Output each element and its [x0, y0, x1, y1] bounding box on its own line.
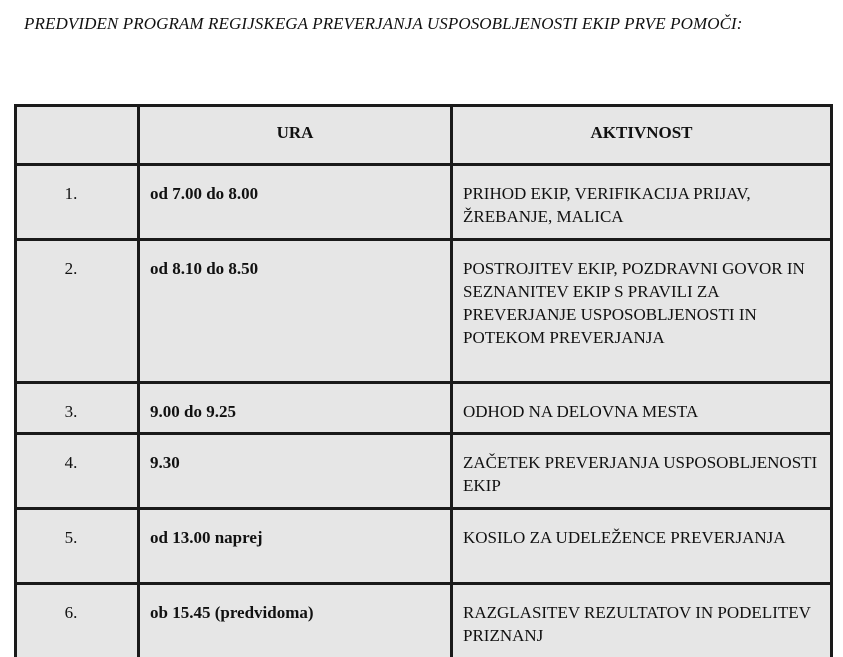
row-number: 3.	[16, 383, 139, 434]
table-row	[16, 434, 832, 509]
document-title: PREDVIDEN PROGRAM REGIJSKEGA PREVERJANJA USPOSOBLJENOSTI EKIP PRVE POMOČI:	[24, 14, 814, 34]
table-row	[16, 240, 832, 383]
header-time: URA	[139, 106, 452, 165]
row-activity: PRIHOD EKIP, VERIFIKACIJA PRIJAV, ŽREBANJE, MALICA	[452, 165, 832, 240]
table-row	[16, 509, 832, 584]
row-number: 5.	[16, 509, 139, 584]
header-activity: AKTIVNOST	[452, 106, 832, 165]
header-number	[16, 106, 139, 165]
row-activity: KOSILO ZA UDELEŽENCE PREVERJANJA	[452, 509, 832, 584]
row-time: od 8.10 do 8.50	[139, 240, 452, 383]
row-time: od 13.00 naprej	[139, 509, 452, 584]
table-header-row	[16, 106, 832, 165]
table-row	[16, 584, 832, 657]
row-time: 9.00 do 9.25	[139, 383, 452, 434]
row-activity: RAZGLASITEV REZULTATOV IN PODELITEV PRIZNANJ	[452, 584, 832, 657]
row-number: 6.	[16, 584, 139, 657]
row-number: 4.	[16, 434, 139, 509]
schedule-table	[14, 104, 833, 657]
table-row	[16, 165, 832, 240]
row-time: 9.30	[139, 434, 452, 509]
row-time: ob 15.45 (predvidoma)	[139, 584, 452, 657]
table-row	[16, 383, 832, 434]
row-number: 2.	[16, 240, 139, 383]
row-time: od 7.00 do 8.00	[139, 165, 452, 240]
row-activity: POSTROJITEV EKIP, POZDRAVNI GOVOR IN SEZNANITEV EKIP S PRAVILI ZA PREVERJANJE USPOSOBLJENOSTI IN POTEKOM PREVERJANJA	[452, 240, 832, 383]
row-activity: ZAČETEK PREVERJANJA USPOSOBLJENOSTI EKIP	[452, 434, 832, 509]
row-activity: ODHOD NA DELOVNA MESTA	[452, 383, 832, 434]
row-number: 1.	[16, 165, 139, 240]
